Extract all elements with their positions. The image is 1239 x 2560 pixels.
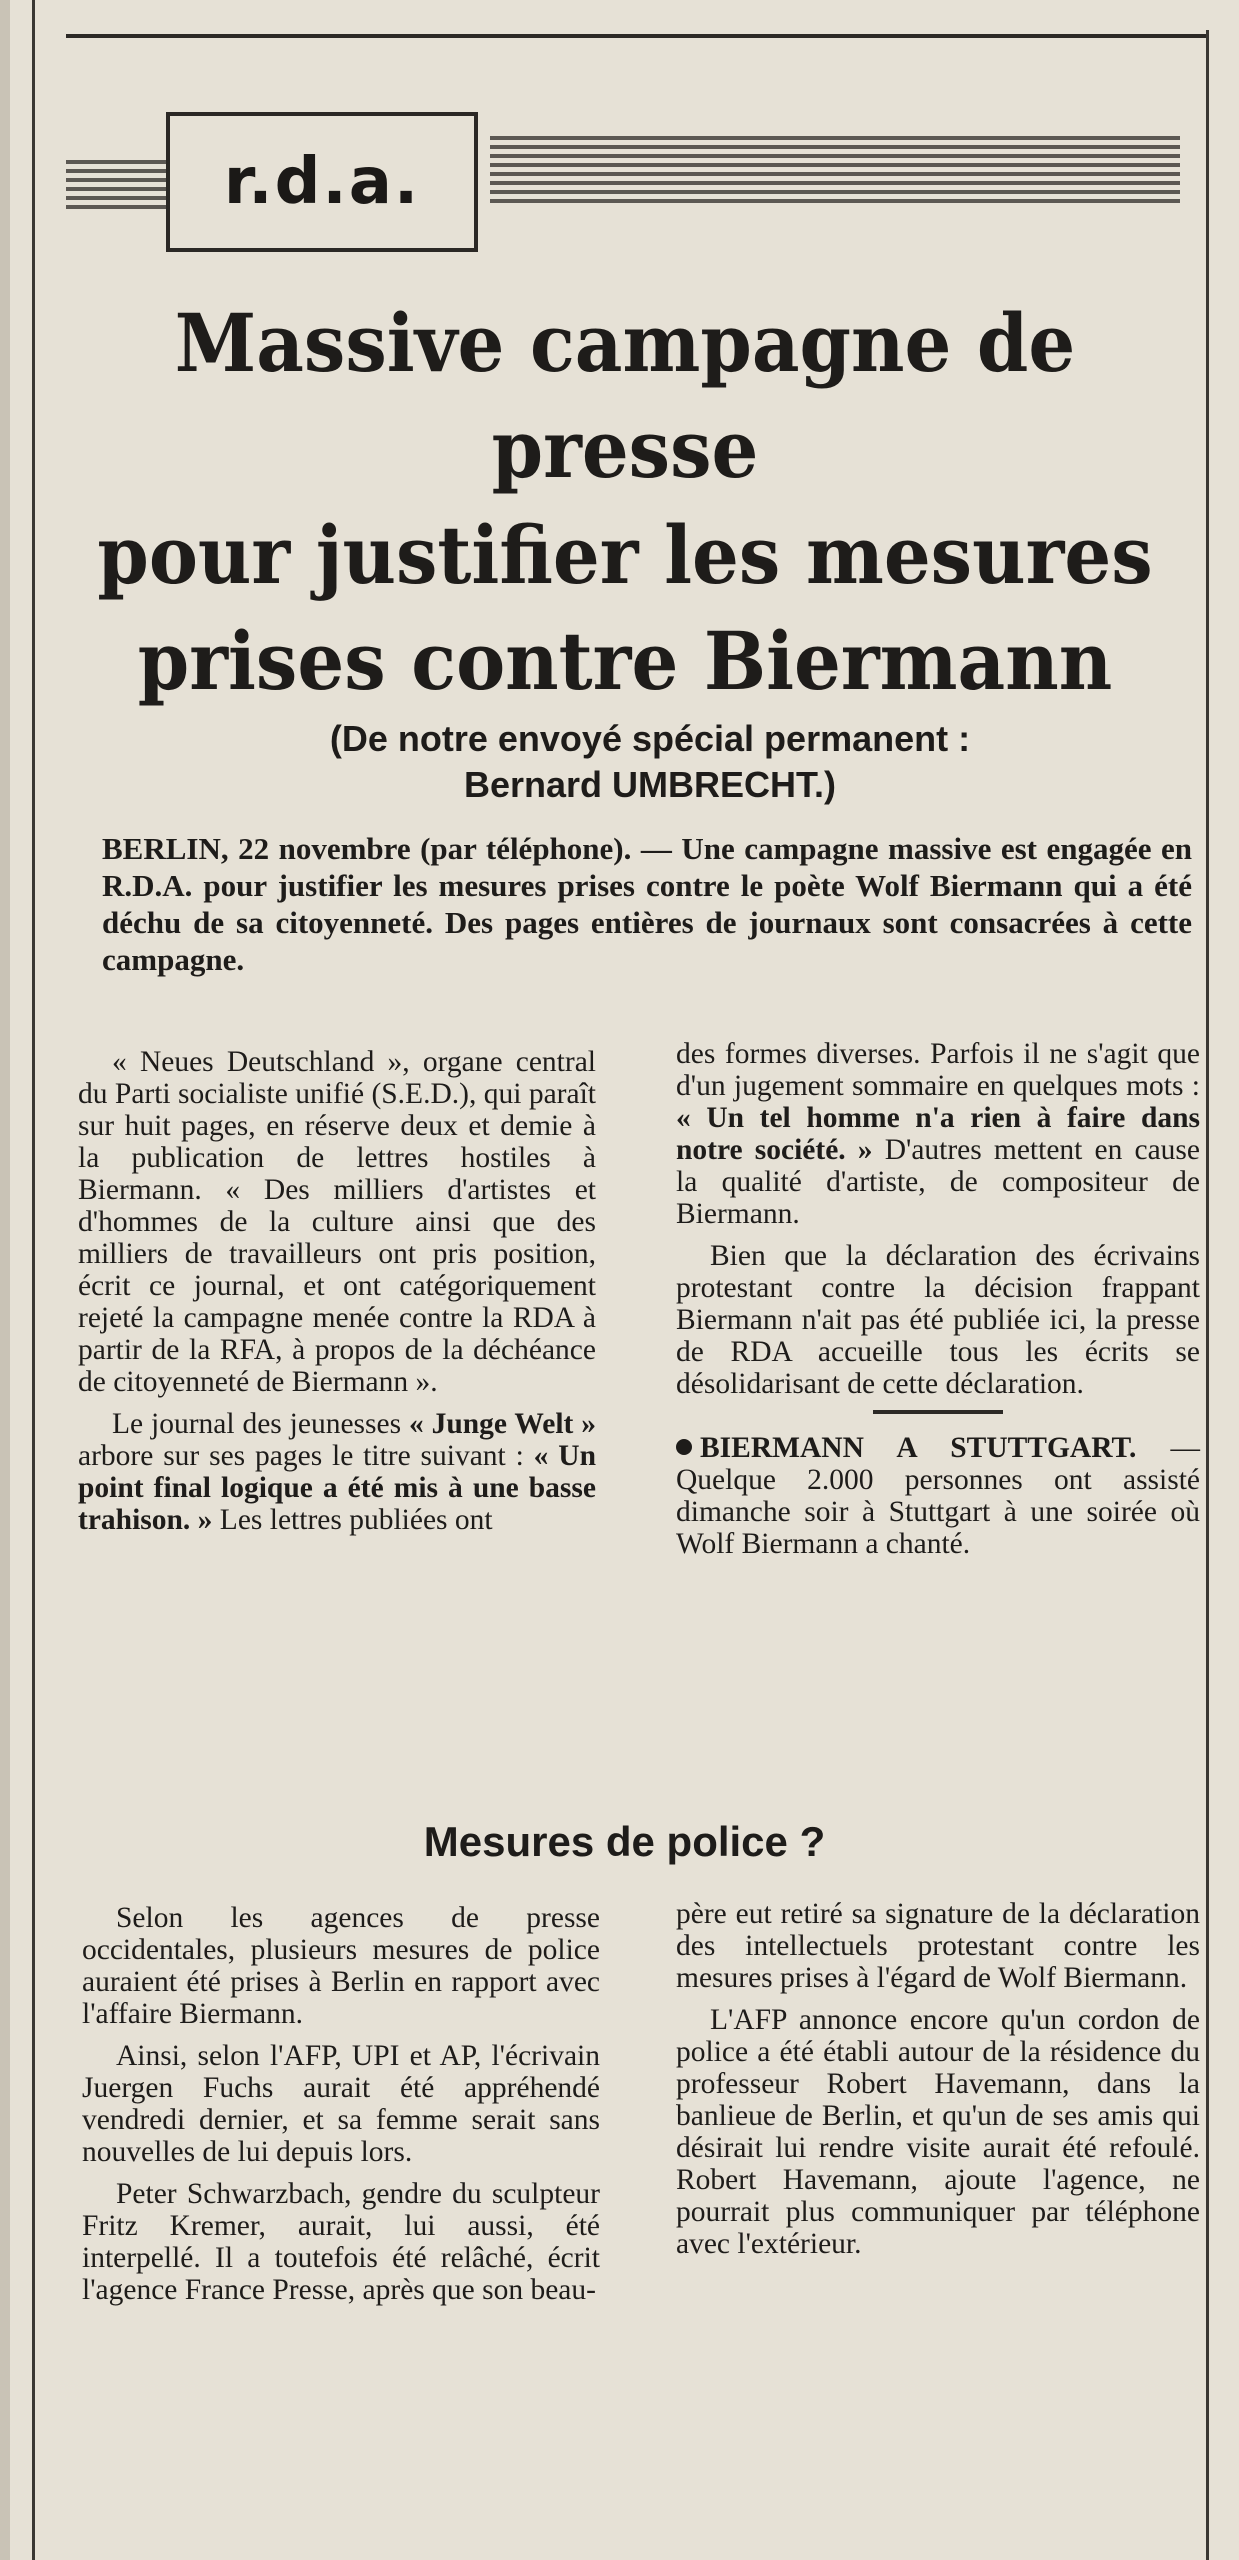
subheading: Mesures de police ? bbox=[423, 1818, 826, 1865]
paragraph: Ainsi, selon l'AFP, UPI et AP, l'écrivain Juergen Fuchs aurait été appréhendé vendredi dernier, et sa femme serait sans nouvelles de lui depuis lors. bbox=[82, 2040, 600, 2168]
text-run: — Quelque 2.000 personnes ont assisté dimanche soir à Stuttgart à une soirée où Wolf Biermann a chanté. bbox=[676, 1432, 1201, 1560]
decorative-stripes-left bbox=[66, 160, 166, 220]
top-rule bbox=[66, 34, 1206, 38]
newspaper-clipping bbox=[10, 0, 1239, 2560]
text-run: D'autres mettent en cause la qualité d'artiste, de compositeur de Biermann. bbox=[676, 1134, 1200, 1230]
paragraph: « Neues Deutschland », organe central du Parti socialiste unifié (S.E.D.), qui paraît sur huit pages, en réserve deux et demie à la publication de lettres hostiles à Biermann. « Des milliers d'artistes et d'hommes de la culture ainsi que des milliers de travailleurs ont pris position, écrit ce journal, et ont catégoriquement rejeté la campagne menée contre la RDA à partir de la RFA, à propos de la déchéance de citoyenneté de Biermann ». bbox=[78, 1046, 596, 1398]
paragraph bbox=[78, 1408, 596, 1536]
separator-rule bbox=[873, 1410, 1003, 1414]
byline bbox=[100, 716, 1200, 808]
article-column-3 bbox=[82, 1902, 600, 2316]
headline bbox=[96, 290, 1154, 714]
paragraph: Bien que la déclaration des écrivains protestant contre la décision frappant Biermann n'ait pas été publiée ici, la presse de RDA accueille tous les écrits se désolidarisant de cette déclaration. bbox=[676, 1240, 1200, 1400]
text-run: Les lettres publiées ont bbox=[212, 1504, 493, 1536]
paragraph bbox=[676, 1432, 1200, 1560]
byline-line-2: Bernard UMBRECHT.) bbox=[463, 764, 837, 805]
quote-bold: « Un point final logique a été mis à une basse trahison. » bbox=[78, 1440, 596, 1536]
quote-bold: « Junge Welt » bbox=[408, 1408, 596, 1440]
bullet-icon bbox=[676, 1439, 692, 1455]
decorative-stripes-right bbox=[490, 136, 1180, 196]
byline-line-1: (De notre envoyé spécial permanent : bbox=[329, 718, 971, 759]
section-tag: r.d.a. bbox=[166, 112, 478, 252]
lead-paragraph bbox=[102, 830, 1192, 978]
column-border-left bbox=[32, 0, 35, 2560]
text-run: arbore sur ses pages le titre suivant : bbox=[78, 1440, 534, 1472]
lead-text: (par téléphone). — Une campagne massive est engagée en R.D.A. pour justifier les mesures prises contre le poète Wolf Biermann qui a été déchu de sa citoyenneté. Des pages entières de journaux sont consacrées à cette campagne. bbox=[102, 831, 1192, 977]
article-column-2 bbox=[676, 1038, 1200, 1570]
headline-line-3: prises contre Biermann bbox=[137, 614, 1113, 708]
paragraph: Selon les agences de presse occidentales, plusieurs mesures de police auraient été prises à Berlin en rapport avec l'affaire Biermann. bbox=[82, 1902, 600, 2030]
paragraph: père eut retiré sa signature de la déclaration des intellectuels protestant contre les mesures prises à l'égard de Wolf Biermann. bbox=[676, 1898, 1200, 1994]
article-column-1 bbox=[78, 1046, 596, 1546]
quote-bold: « Un tel homme n'a rien à faire dans notre société. » bbox=[676, 1102, 1200, 1166]
text-run: des formes diverses. Parfois il ne s'agit que d'un jugement sommaire en quelques mots : bbox=[676, 1038, 1200, 1102]
article-column-4 bbox=[676, 1898, 1200, 2270]
column-border-right bbox=[1206, 30, 1209, 2560]
paragraph bbox=[676, 1038, 1200, 1230]
paragraph: Peter Schwarzbach, gendre du sculpteur Fritz Kremer, aurait, lui aussi, été interpellé. Il a toutefois été relâché, écrit l'agence France Presse, après que son beau- bbox=[82, 2178, 600, 2306]
headline-line-2: pour justifier les mesures bbox=[97, 508, 1153, 602]
lead-dateline: BERLIN, 22 novembre bbox=[102, 831, 411, 866]
text-run: Le journal des jeunesses bbox=[112, 1408, 409, 1440]
headline-line-1: Massive campagne de presse bbox=[174, 296, 1076, 496]
dateline-bold: BIERMANN A STUTTGART. bbox=[700, 1432, 1137, 1464]
paragraph: L'AFP annonce encore qu'un cordon de police a été établi autour de la résidence du professeur Robert Havemann, dans la banlieue de Berlin, et qu'un de ses amis qui désirait lui rendre visite aurait été refoulé. Robert Havemann, ajoute l'agence, ne pourrait plus communiquer par téléphone avec l'extérieur. bbox=[676, 2004, 1200, 2260]
